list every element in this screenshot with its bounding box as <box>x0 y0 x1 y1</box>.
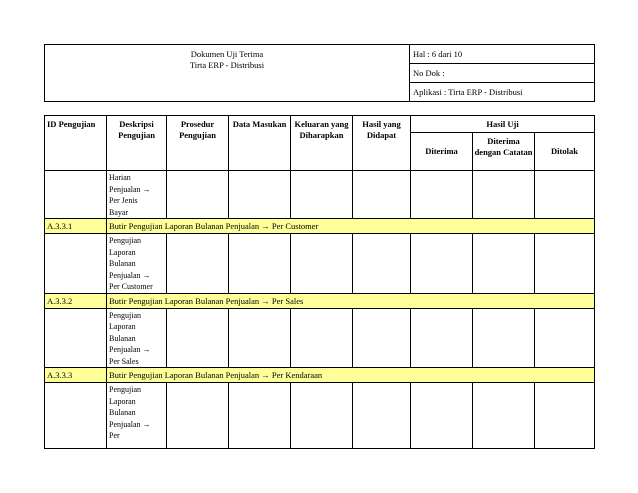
description-line: Bulanan <box>109 333 136 343</box>
description-line: Penjualan → <box>109 345 151 354</box>
table-cell <box>291 171 353 219</box>
description-line: Laporan <box>109 396 136 406</box>
table-cell <box>353 171 411 219</box>
table-cell <box>473 234 535 294</box>
table-cell <box>45 171 107 219</box>
test-id: A.3.3.2 <box>45 293 107 308</box>
test-id: A.3.3.1 <box>45 219 107 234</box>
table-cell <box>167 234 229 294</box>
table-cell <box>167 171 229 219</box>
column-header-accepted: Diterima <box>411 133 473 171</box>
table-cell <box>291 308 353 368</box>
table-row <box>45 308 595 368</box>
description-line: Per Customer <box>109 282 153 291</box>
description-line: Penjualan → <box>109 184 151 194</box>
table-cell <box>473 383 535 449</box>
description-line: Pengujian <box>109 310 141 320</box>
section-title: Butir Pengujian Laporan Bulanan Penjualan → Per Sales <box>107 293 595 308</box>
description-line: Penjualan → <box>109 270 151 280</box>
table-cell <box>535 171 595 219</box>
section-row <box>45 219 595 234</box>
document-title-line1: Dokumen Uji Terima <box>190 49 264 59</box>
table-cell <box>45 308 107 368</box>
column-header-procedure: Prosedur Pengujian <box>167 116 229 171</box>
column-header-description: Deskripsi Pengujian <box>107 116 167 171</box>
column-header-actual: Hasil yang Didapat <box>353 116 411 171</box>
table-cell <box>411 171 473 219</box>
table-cell <box>411 383 473 449</box>
test-id: A.3.3.3 <box>45 368 107 383</box>
description-cell <box>107 308 167 368</box>
table-cell <box>229 383 291 449</box>
document-header <box>44 44 595 102</box>
table-cell <box>473 308 535 368</box>
description-line: Harian <box>109 173 131 182</box>
document-title-line2: Tirta ERP - Distribusi <box>189 60 265 70</box>
description-cell <box>107 171 167 219</box>
table-cell <box>167 308 229 368</box>
document-title <box>45 45 410 102</box>
table-cell <box>353 308 411 368</box>
table-cell <box>353 234 411 294</box>
column-header-accepted-notes: Diterima dengan Catatan <box>473 133 535 171</box>
description-line: Bulanan <box>109 408 136 417</box>
section-title: Butir Pengujian Laporan Bulanan Penjualan → Per Customer <box>107 219 595 234</box>
table-cell <box>411 308 473 368</box>
column-header-result-group: Hasil Uji <box>411 116 595 133</box>
table-cell <box>535 308 595 368</box>
description-line: Bayar <box>109 207 129 217</box>
column-header-expected: Keluaran yang Diharapkan <box>291 116 353 171</box>
table-row <box>45 383 595 449</box>
description-line: Per Jenis <box>109 196 138 205</box>
page-number: Hal : 6 dari 10 <box>410 45 595 64</box>
table-cell <box>473 171 535 219</box>
table-cell <box>535 234 595 294</box>
section-row <box>45 368 595 383</box>
table-row <box>45 171 595 219</box>
test-table <box>44 115 595 449</box>
table-cell <box>291 234 353 294</box>
document-number: No Dok : <box>410 64 595 83</box>
section-row <box>45 293 595 308</box>
application-name: Aplikasi : Tirta ERP - Distribusi <box>410 83 595 102</box>
table-row <box>45 234 595 294</box>
table-cell <box>229 234 291 294</box>
table-cell <box>45 383 107 449</box>
table-cell <box>411 234 473 294</box>
description-line: Pengujian <box>109 385 141 394</box>
table-cell <box>229 308 291 368</box>
description-cell <box>107 234 167 294</box>
description-line: Laporan <box>109 322 136 331</box>
description-line: Penjualan → <box>109 419 151 429</box>
table-cell <box>167 383 229 449</box>
table-cell <box>353 383 411 449</box>
description-line: Pengujian <box>109 236 141 245</box>
section-title: Butir Pengujian Laporan Bulanan Penjualan → Per Kendaraan <box>107 368 595 383</box>
table-cell <box>535 383 595 449</box>
description-line: Per <box>109 431 120 440</box>
description-line: Bulanan <box>109 259 136 268</box>
column-header-rejected: Ditolak <box>535 133 595 171</box>
description-line: Laporan <box>109 247 136 257</box>
description-line: Per Sales <box>109 356 139 366</box>
table-cell <box>229 171 291 219</box>
table-cell <box>45 234 107 294</box>
column-header-id: ID Pengujian <box>45 116 107 171</box>
table-cell <box>291 383 353 449</box>
column-header-input: Data Masukan <box>229 116 291 171</box>
description-cell <box>107 383 167 449</box>
